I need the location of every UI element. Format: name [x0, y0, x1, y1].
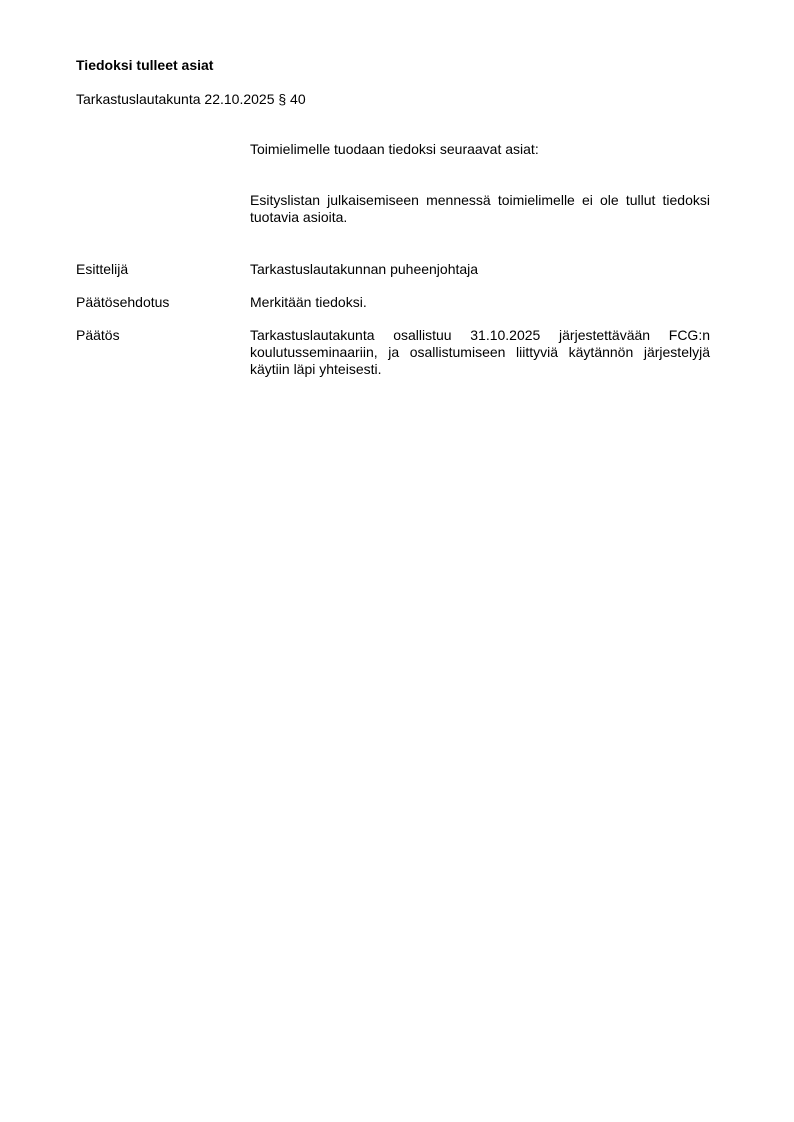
intro-text: Toimielimelle tuodaan tiedoksi seuraavat asiat: — [250, 141, 539, 157]
field-label-paatosehdotus: Päätösehdotus — [76, 294, 170, 310]
committee-line: Tarkastuslautakunta 22.10.2025 § 40 — [76, 91, 306, 107]
field-row-paatos — [76, 327, 710, 378]
page-title: Tiedoksi tulleet asiat — [76, 57, 214, 73]
field-value-esittelija: Tarkastuslautakunnan puheenjohtaja — [250, 261, 479, 277]
content-block — [250, 141, 710, 226]
field-value-paatosehdotus: Merkitään tiedoksi. — [250, 294, 367, 310]
field-value-paatos: Tarkastuslautakunta osallistuu 31.10.2025 järjestettävään FCG:n koulutusseminaariin, ja osallistumiseen liittyviä käytännön järjestelyjä käytiin läpi yhteisesti. — [250, 327, 710, 377]
field-row-esittelija — [76, 261, 710, 278]
body-paragraph: Esityslistan julkaisemiseen mennessä toimielimelle ei ole tullut tiedoksi tuotavia asioita. — [250, 192, 710, 225]
field-label-esittelija: Esittelijä — [76, 261, 129, 277]
field-row-paatosehdotus — [76, 294, 710, 311]
field-label-paatos: Päätös — [76, 327, 120, 343]
